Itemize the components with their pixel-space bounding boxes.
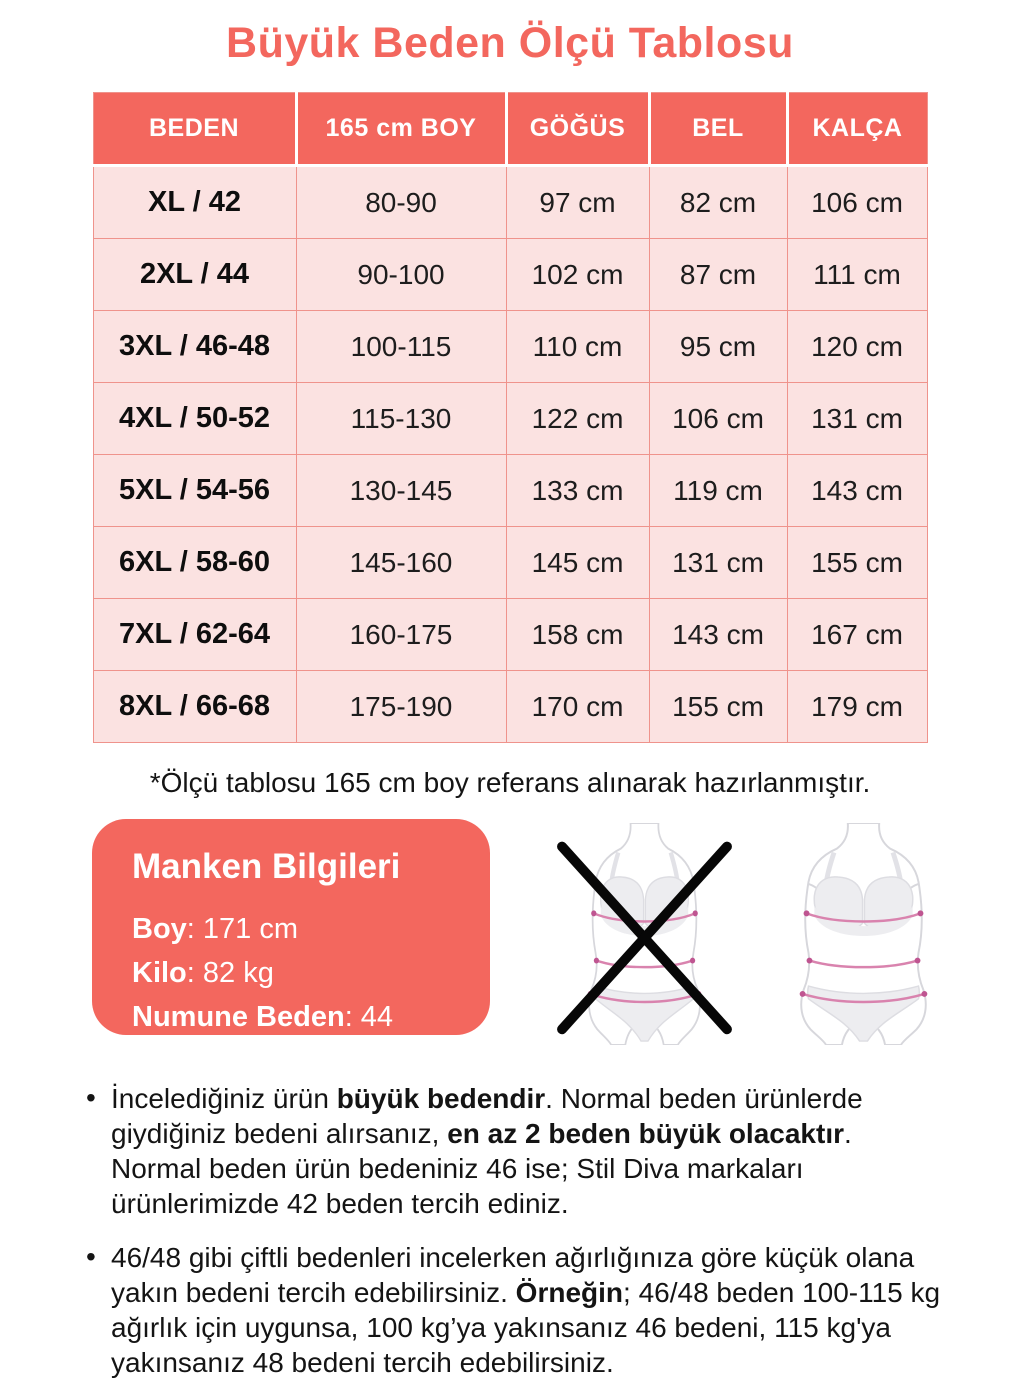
column-header: GÖĞÜS	[506, 93, 649, 166]
measurement-cell: 175-190	[296, 671, 506, 743]
measurement-cell: 87 cm	[649, 239, 787, 311]
size-label-cell: 6XL / 58-60	[93, 527, 296, 599]
table-row	[93, 455, 927, 527]
model-info-title: Manken Bilgileri	[132, 847, 401, 886]
measurement-cell: 120 cm	[787, 311, 927, 383]
measurement-cell: 155 cm	[787, 527, 927, 599]
model-info-section	[92, 819, 1020, 1045]
column-header: KALÇA	[787, 93, 927, 166]
table-note: *Ölçü tablosu 165 cm boy referans alınarak hazırlanmıştır.	[149, 767, 871, 798]
measurement-cell: 106 cm	[787, 166, 927, 239]
measurement-cell: 95 cm	[649, 311, 787, 383]
size-label-cell: 8XL / 66-68	[93, 671, 296, 743]
size-label-cell: 2XL / 44	[93, 239, 296, 311]
model-info-field: Numune Beden: 44	[132, 1001, 394, 1033]
measurement-cell: 106 cm	[649, 383, 787, 455]
info-bullet: • 46/48 gibi çiftli bedenleri incelerken ağırlığınıza göre küçük olana yakın bedeni tercih edebilirsiniz. Örneğin; 46/48 beden 100-115 kg ağırlık için uygunsa, 100 kg’ya yakınsanız 46 bedeni, 115 kg'ya yakınsanız 48 bedeni tercih edebilirsiniz.	[86, 1240, 942, 1380]
page-title: Büyük Beden Ölçü Tablosu	[226, 19, 794, 67]
size-label-cell: 4XL / 50-52	[93, 383, 296, 455]
measurement-cell: 145 cm	[506, 527, 649, 599]
measurement-cell: 80-90	[296, 166, 506, 239]
measurement-cell: 179 cm	[787, 671, 927, 743]
column-header: BEL	[649, 93, 787, 166]
column-header: 165 cm BOY	[296, 93, 506, 166]
measurement-cell: 122 cm	[506, 383, 649, 455]
size-label-cell: 7XL / 62-64	[93, 599, 296, 671]
measurement-cell: 143 cm	[787, 455, 927, 527]
column-header: BEDEN	[93, 93, 296, 166]
size-label-cell: XL / 42	[93, 166, 296, 239]
measurement-cell: 170 cm	[506, 671, 649, 743]
model-info-field: Kilo: 82 kg	[132, 957, 274, 989]
plus-size-model-figure-icon	[761, 823, 966, 1045]
info-bullet-list	[86, 1081, 942, 1380]
table-row	[93, 599, 927, 671]
table-row	[93, 166, 927, 239]
measurement-figures	[542, 823, 966, 1045]
table-row	[93, 239, 927, 311]
measurement-cell: 133 cm	[506, 455, 649, 527]
measurement-cell: 145-160	[296, 527, 506, 599]
measurement-cell: 160-175	[296, 599, 506, 671]
table-row	[93, 671, 927, 743]
measurement-cell: 119 cm	[649, 455, 787, 527]
measurement-cell: 90-100	[296, 239, 506, 311]
table-row	[93, 527, 927, 599]
size-label-cell: 3XL / 46-48	[93, 311, 296, 383]
measurement-cell: 167 cm	[787, 599, 927, 671]
measurement-cell: 130-145	[296, 455, 506, 527]
measurement-cell: 82 cm	[649, 166, 787, 239]
measurement-cell: 131 cm	[787, 383, 927, 455]
model-info-card	[92, 819, 490, 1035]
slim-model-figure-crossed-icon	[542, 823, 747, 1045]
size-table-header-row	[93, 93, 927, 166]
size-table	[93, 92, 928, 743]
measurement-cell: 158 cm	[506, 599, 649, 671]
measurement-cell: 111 cm	[787, 239, 927, 311]
measurement-cell: 131 cm	[649, 527, 787, 599]
measurement-cell: 115-130	[296, 383, 506, 455]
measurement-cell: 100-115	[296, 311, 506, 383]
model-info-field: Boy: 171 cm	[132, 913, 299, 945]
table-row	[93, 311, 927, 383]
measurement-cell: 110 cm	[506, 311, 649, 383]
info-bullet: • İncelediğiniz ürün büyük bedendir. Normal beden ürünlerde giydiğiniz bedeni alırsanız, en az 2 beden büyük olacaktır. Normal beden ürün bedeniniz 46 ise; Stil Diva markaları ürünlerimizde 42 beden tercih ediniz.	[86, 1081, 942, 1221]
measurement-cell: 143 cm	[649, 599, 787, 671]
model-info-fields	[132, 907, 470, 1039]
measurement-cell: 155 cm	[649, 671, 787, 743]
size-label-cell: 5XL / 54-56	[93, 455, 296, 527]
measurement-cell: 102 cm	[506, 239, 649, 311]
table-row	[93, 383, 927, 455]
measurement-cell: 97 cm	[506, 166, 649, 239]
